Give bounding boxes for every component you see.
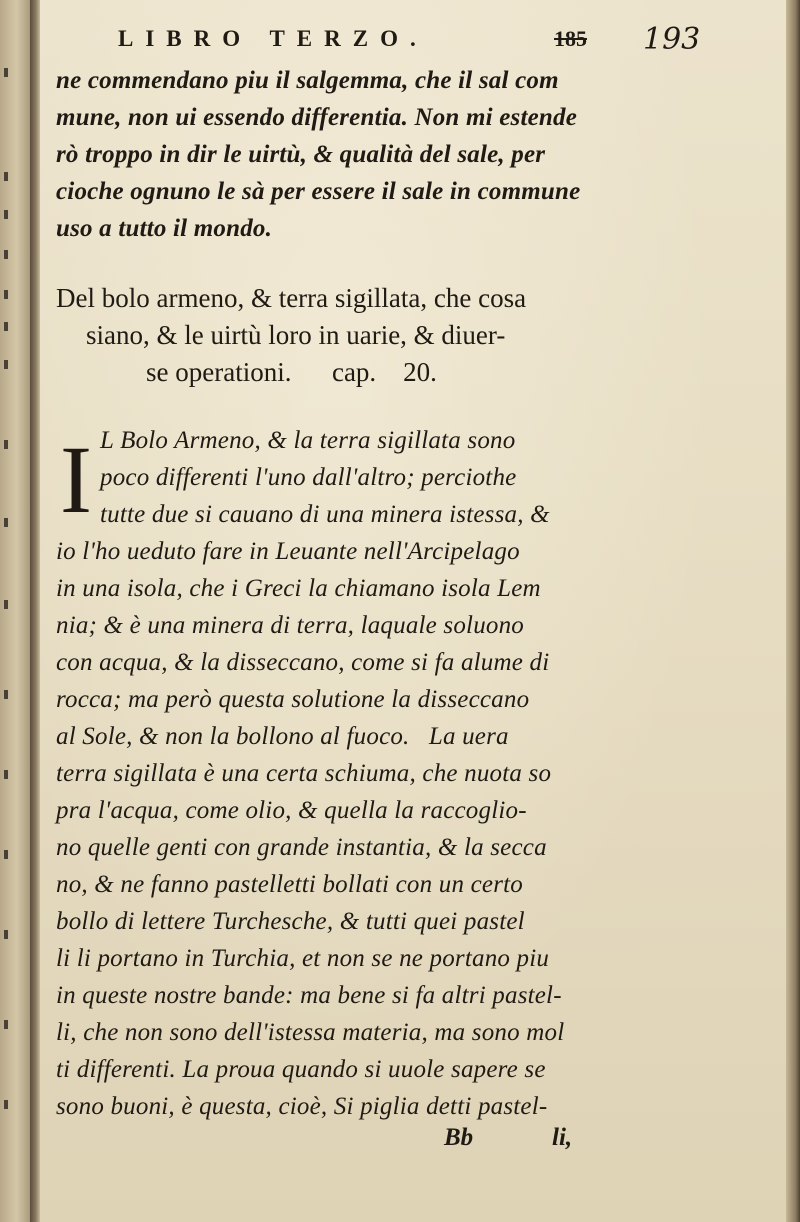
text-line: in queste nostre bande: ma bene si fa altri pastel- <box>56 982 562 1009</box>
text-line: pra l'acqua, come olio, & quella la raccoglio- <box>56 797 527 824</box>
ink-mark <box>4 210 8 219</box>
ink-mark <box>4 172 8 181</box>
ink-mark <box>4 850 8 859</box>
heading-line: siano, & le uirtù loro in uarie, & diuer- <box>86 320 506 350</box>
text-line: L Bolo Armeno, & la terra sigillata sono <box>100 427 516 454</box>
ink-mark <box>4 1100 8 1109</box>
text-line: in una isola, che i Greci la chiamano isola Lem <box>56 575 541 602</box>
text-line: rocca; ma però questa solutione la disseccano <box>56 686 530 713</box>
text-line: con acqua, & la disseccano, come si fa alume di <box>56 649 550 676</box>
heading-line: Del bolo armeno, & terra sigillata, che cosa <box>56 283 527 313</box>
ink-mark <box>4 440 8 449</box>
text-line: poco differenti l'uno dall'altro; perciothe <box>100 464 517 491</box>
text-line: io l'ho ueduto fare in Leuante nell'Arcipelago <box>56 538 520 565</box>
ink-mark <box>4 290 8 299</box>
ink-mark <box>4 68 8 77</box>
text-line: sono buoni, è questa, cioè, Si piglia detti pastel- <box>56 1093 548 1120</box>
running-title: LIBRO TERZO. <box>118 26 428 51</box>
text-line: ne commendano piu il salgemma, che il sal com <box>56 67 559 94</box>
text-line: cioche ognuno le sà per essere il sale in commune <box>56 178 581 205</box>
page-header <box>118 22 701 60</box>
folio-number: 193 <box>643 22 701 57</box>
text-line: terra sigillata è una certa schiuma, che nuota so <box>56 760 552 787</box>
ink-mark <box>4 690 8 699</box>
chapter-heading <box>56 280 656 391</box>
text-line: bollo di lettere Turchesche, & tutti quei pastel <box>56 908 525 935</box>
heading-line: se operationi. cap. 20. <box>146 357 437 387</box>
ink-mark <box>4 360 8 369</box>
text-line: tutte due si cauano di una minera istessa, & <box>100 501 550 528</box>
text-line: uso a tutto il mondo. <box>56 215 273 242</box>
text-line: li li portano in Turchia, et non se ne portano piu <box>56 945 550 972</box>
text-line: no, & ne fanno pastelletti bollati con un certo <box>56 871 523 898</box>
signature-mark: Bb <box>444 1124 474 1151</box>
ink-mark <box>4 250 8 259</box>
page-footer <box>444 1124 644 1158</box>
adjacent-page-edge <box>0 0 30 1222</box>
text-line: mune, non ui essendo differentia. Non mi estende <box>56 104 577 131</box>
paragraph-2 <box>56 422 656 1125</box>
text-line: no quelle genti con grande instantia, & la secca <box>56 834 547 861</box>
ink-mark <box>4 930 8 939</box>
text-line: nia; & è una minera di terra, laquale soluono <box>56 612 524 639</box>
ink-mark <box>4 600 8 609</box>
ink-mark <box>4 1020 8 1029</box>
ink-mark <box>4 322 8 331</box>
drop-cap-initial: I <box>60 426 92 533</box>
text-line: li, che non sono dell'istessa materia, ma sono mol <box>56 1019 565 1046</box>
ink-mark <box>4 770 8 779</box>
book-gutter <box>30 0 40 1222</box>
text-line: rò troppo in dir le uirtù, & qualità del sale, per <box>56 141 546 168</box>
book-page <box>40 0 786 1222</box>
text-line: al Sole, & non la bollono al fuoco. La uera <box>56 723 509 750</box>
ink-mark <box>4 518 8 527</box>
page-edge-right <box>786 0 800 1222</box>
text-line: ti differenti. La proua quando si uuole sapere se <box>56 1056 546 1083</box>
paragraph-1 <box>56 62 646 247</box>
catchword: li, <box>552 1124 573 1151</box>
struck-folio-number: 185 <box>554 26 587 51</box>
